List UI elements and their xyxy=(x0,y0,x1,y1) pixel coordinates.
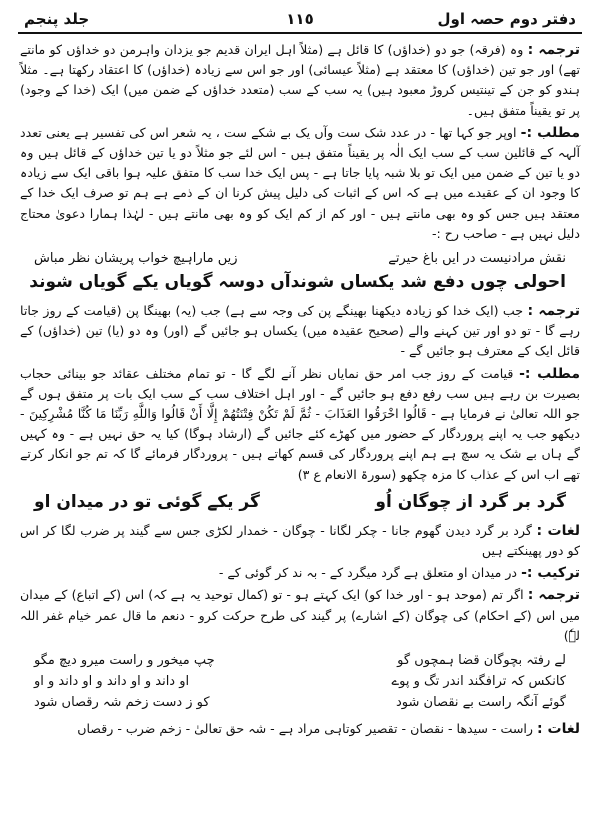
paragraph-label: ترجمہ : xyxy=(527,587,580,604)
paragraph-label: ترجمہ : xyxy=(527,303,580,320)
paragraph xyxy=(20,585,580,646)
verse-second-hemistich: کو ز دست زخم شہ رقصاں شود xyxy=(34,695,210,711)
paragraph-text: اوپر جو کہا تھا - در عدد شک ست وآں یک بے شکے ست ، یہ شعر اس کی تفسیر ہے یعنی تعدد آلہہ کے قائلین سب کے سب ایک الٰہ پر یقیناً متفق ہیں - اس لئے جو مثلاً دو یا تین خداؤں کے قائل ہیں وہ دو یا تین کے ضمن میں ایک تو بلا شبہ پایا جاتا ہے - پس ایک خدا سب کا متفق علیہ ہوا باقی ایک سے زیادہ کا وجود ان کے عقیدے میں ہے کہ اس کے اثبات کی دلیل پیش کرنا ان کے ذمے ہے ہم تو صرف ایک خدا کے معتقد ہیں جس کو وہ بھی مانتے ہیں - اور کم از کم ایک کو وہ بھی مانتے ہیں - لہٰذا ہمارا دعویٰ محتاج دلیل نہیں ہے - صاحب رح :- xyxy=(20,124,580,241)
verse-couplet xyxy=(34,489,566,515)
verse-block xyxy=(29,248,566,295)
verse-first-hemistich: گوئے آنگہ راست بے نقصان شود xyxy=(396,695,566,711)
paragraph-text: جب (ایک خدا کو زیادہ دیکھنا بھینگے پن کی وجہ سے ہے) جب (یہ) بھینگا پن (قیامت کے روز جاتا رہے گا - تو دو اور تین کہنے والے (صحیح عقیدہ میں) یکساں ہو جائیں گے (اور) وہ دو (یا) تین (خداؤں) کے قائل ایک کے معترف ہو جائیں گے - xyxy=(20,303,580,359)
verse-couplet xyxy=(34,671,566,692)
verse-second-hemistich: گر یکے گوئی تو در میدان او xyxy=(34,491,260,512)
verse-block xyxy=(34,489,566,515)
paragraph-label: ترجمہ : xyxy=(527,42,580,58)
verse-second-hemistich: زیں ماراہیچ خواب پریشان نظر مباش xyxy=(34,251,238,267)
paragraph-label: مطلب :- xyxy=(520,124,581,141)
verse-couplet xyxy=(34,248,566,269)
verse-second-hemistich: چپ میخور و راست میرو دیچ مگو xyxy=(34,653,215,669)
paragraph-text: راست - سیدھا - نقصان - تقصیر کوتاہی مراد ہے - شہ حق تعالیٰ - زخم ضرب - رقصاں xyxy=(77,721,534,737)
verse-first-hemistich: کانکس کہ ترافگند اندر تگ و پوے xyxy=(391,674,566,690)
verse-second-hemistich: او داند و او داند و او داند و او xyxy=(34,674,190,690)
header-rule xyxy=(18,32,582,34)
paragraph xyxy=(20,719,580,739)
paragraph-label: لغات : xyxy=(536,522,580,539)
volume-title: جلد پنجم xyxy=(24,10,90,28)
paragraph xyxy=(20,40,580,121)
paragraph xyxy=(20,123,580,244)
paragraph-text: گرد بر گرد دیدن گھوم جانا - چکر لگانا - چوگان - خمدار لکڑی جس سے گیند پر ضرب لگا کر اس کو دور پھینکتے ہیں xyxy=(20,522,580,559)
verse-couplet xyxy=(34,650,566,671)
paragraph xyxy=(20,301,580,362)
paragraph xyxy=(20,563,580,583)
paragraph-text: در میدان او متعلق ہے گرد میگرد کے - بہ ند کر گوئی کے - xyxy=(218,565,518,581)
paragraph xyxy=(20,521,580,561)
verse-first-hemistich: لے رفتہ بچوگان قضا ہمچوں گو xyxy=(397,653,566,669)
verse-first-hemistich: گرد بر گرد از چوگان اُو xyxy=(375,491,566,512)
page-number: ١١٥ xyxy=(286,10,314,28)
verse-first-hemistich: نقش مرادنیست در ایں باغ حیرتے xyxy=(388,251,566,267)
verse-block xyxy=(34,650,566,713)
paragraph-text: اگر تم (موحد ہو - اور خدا کو) ایک کہتے ہو - تو (کمال توحید یہ ہے کہ) اس (کے اتباع) کے میدان میں اس (کے احکام) کی چوگان (کے اشارے) پر گیند کی طرح حرکت کرو - دنعم ما قال عمر خیام غفر اللہ لہٗ) xyxy=(20,587,580,643)
verse-first-hemistich: احولی چوں دفع شد یکساں شوند xyxy=(290,272,566,293)
verse-couplet xyxy=(29,269,566,295)
paragraph-label: ترکیب :- xyxy=(521,565,580,582)
paragraph xyxy=(20,364,580,485)
page-header xyxy=(14,6,586,32)
paragraph-text: وہ (فرقہ) جو دو (خداؤں) کا قائل ہے (مثلاً اہل ایران قدیم جو یزدان واہرمن دو خداؤں کو مانتے تھے) اور جو تین (خداؤں) کا معتقد ہے (مثلاً عیسائی) اور جو اس سے زیادہ (خداؤں) کا اعتقاد رکھتا ہے۔ مثلاً ہندو کو جن کے تینتیس کروڑ معبود ہیں) یہ سب کے سب (متعدد خداؤں کے ضمن میں) ایک (خدا کے وجود) پر تو یقیناً متفق ہیں۔ xyxy=(20,42,580,118)
book-section-title: دفتر دوم حصہ اول xyxy=(437,10,576,28)
verse-couplet xyxy=(34,692,566,713)
paragraph-label: مطلب :- xyxy=(519,365,580,382)
paragraph-text: قیامت کے روز جب امر حق نمایاں نظر آنے لگے گا - تو تمام مختلف عقائد جو بینائی حجاب بصیرت بن رہے ہیں سب رفع دفع ہو جائیں گے - اور اہل اختلاف سب کے سب ایک بات پر متفق ہوں گے جو اللہ تعالیٰ نے فرمایا ہے - قَالُوا اخْرَقُوا العَذَابَ - ثُمَّ لَمْ تَكُنْ فِتْنَتُهُمْ إِلَّا أَنْ قَالُوا وَاللَّهِ رَبِّنَا مَا كُنَّا مُشْرِكِينَ - دیکھو جب یہ اپنے پروردگار کے حضور میں کھڑے کئے جائیں گے (ارشاد ہوگا) کیا یہ حق نہیں ہے - وہ کہیں گے ہاں بے شک یہ سچ ہے ہم اپنے پروردگار کی قسم کھاتے ہیں - پروردگار فرمائے گا کہ تم جو انکار کرتے تھے اب اس کے عذاب کا مزہ چکھو (سورۃ الانعام ع ۳) xyxy=(20,365,580,482)
page-body xyxy=(14,40,586,739)
verse-second-hemistich: آں دوسہ گویاں یکے گویاں شوند xyxy=(29,272,291,293)
paragraph-label: لغات : xyxy=(537,721,580,738)
